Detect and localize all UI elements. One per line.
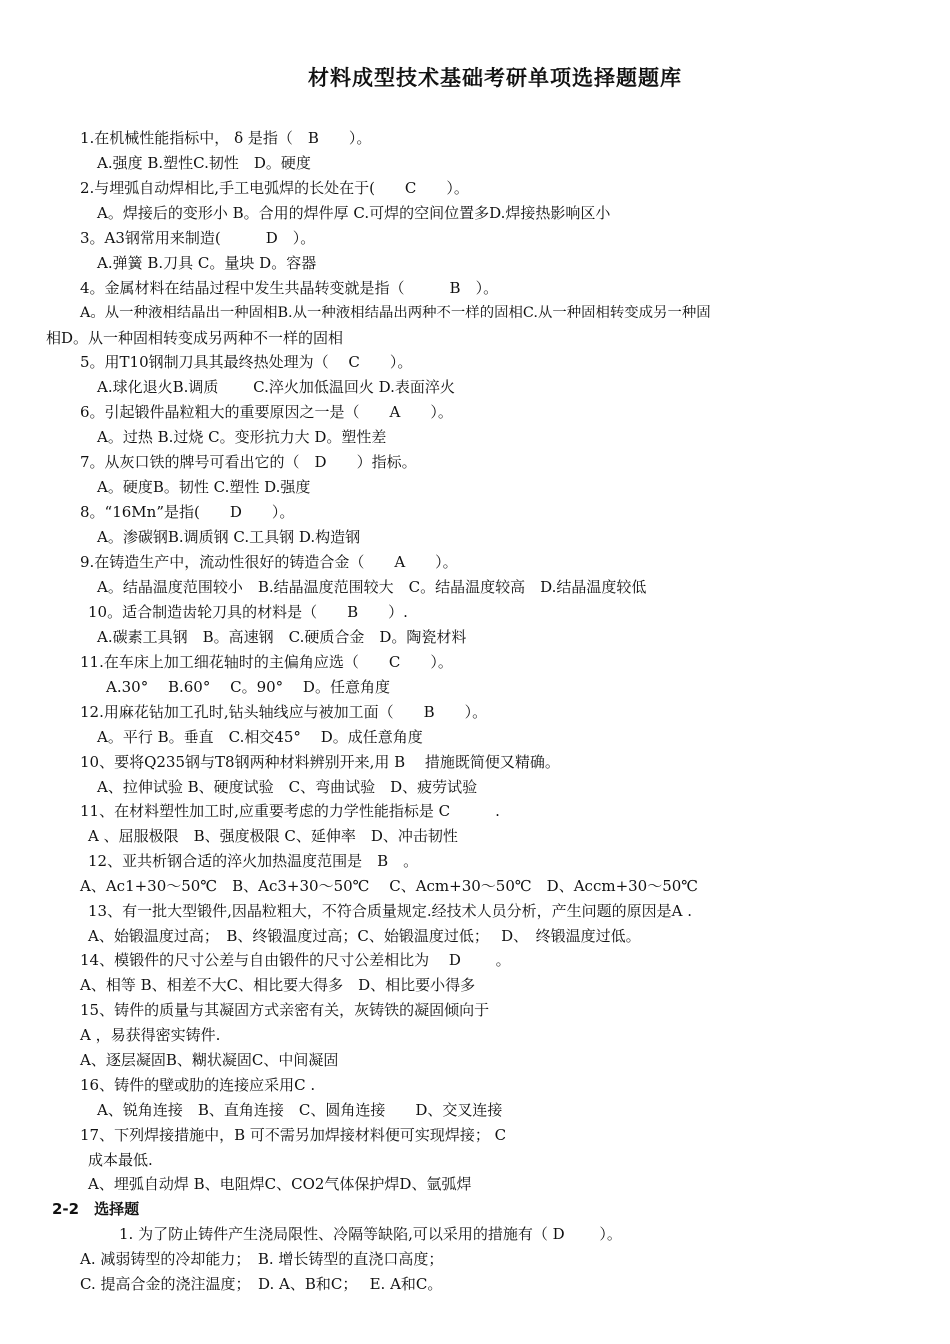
text-line: 11.在车床上加工细花轴时的主偏角应选（ C ）。: [80, 653, 453, 671]
text-line: A。平行 B。垂直 C.相交45° D。成任意角度: [97, 728, 423, 746]
text-line: A ，易获得密实铸件.: [80, 1026, 221, 1044]
text-line: 5。用T10钢制刀具其最终热处理为（ C ）。: [80, 353, 413, 371]
document-title: 材料成型技术基础考研单项选择题题库: [308, 66, 682, 90]
text-line: 14、模锻件的尺寸公差与自由锻件的尺寸公差相比为 D 。: [80, 951, 511, 969]
text-line: 成本最低.: [88, 1151, 153, 1169]
text-line: A、Ac1+30～50℃ B、Ac3+30～50℃ C、Acm+30～50℃ D、Accm+30～50℃: [80, 877, 699, 895]
text-line: C. 提高合金的浇注温度； D. A、B和C； E. A和C。: [80, 1275, 443, 1293]
text-line: 1. 为了防止铸件产生浇局限性、冷隔等缺陷,可以采用的措施有（ D ）。: [119, 1225, 622, 1243]
text-line: A 、屈服极限 B、强度极限 C、延伸率 D、冲击韧性: [88, 827, 458, 845]
text-line: A.球化退火B.调质 C.淬火加低温回火 D.表面淬火: [97, 378, 455, 396]
text-line: 10、要将Q235钢与T8钢两种材料辨别开来,用 B 措施既简便又精确。: [80, 753, 560, 771]
text-line: A。渗碳钢B.调质钢 C.工具钢 D.构造钢: [97, 528, 361, 546]
text-line: 15、铸件的质量与其凝固方式亲密有关，灰铸铁的凝固倾向于: [80, 1001, 490, 1019]
text-line: A、逐层凝固B、糊状凝固C、中间凝固: [80, 1051, 339, 1069]
text-line: A、锐角连接 B、直角连接 C、圆角连接 D、交叉连接: [97, 1101, 503, 1119]
text-line: 6。引起锻件晶粒粗大的重要原因之一是（ A ）。: [80, 403, 453, 421]
text-line: 7。从灰口铁的牌号可看出它的（ D ）指标。: [80, 453, 417, 471]
text-line: 13、有一批大型锻件,因晶粒粗大，不符合质量规定.经技术人员分析，产生问题的原因是A .: [88, 902, 692, 920]
text-line: A、拉伸试验 B、硬度试验 C、弯曲试验 D、疲劳试验: [97, 778, 478, 796]
text-line: 17、下列焊接措施中，B 可不需另加焊接材料便可实现焊接； C: [80, 1126, 507, 1144]
text-line: 9.在铸造生产中，流动性很好的铸造合金（ A ）。: [80, 553, 458, 571]
text-line: 8。“16Mn”是指( D ）。: [80, 503, 295, 521]
text-line: 相D。从一种固相转变成另两种不一样的固相: [46, 329, 344, 347]
text-line: A、埋弧自动焊 B、电阻焊C、CO2气体保护焊D、氩弧焊: [88, 1175, 472, 1193]
text-line: A.30° B.60° C。90° D。任意角度: [106, 678, 390, 696]
text-line: A、始锻温度过高； B、终锻温度过高；C、始锻温度过低； D、 终锻温度过低。: [88, 927, 641, 945]
text-line: A.强度 B.塑性C.韧性 D。硬度: [97, 154, 311, 172]
text-line: 2.与埋弧自动焊相比,手工电弧焊的长处在于( C ）。: [80, 179, 469, 197]
text-line: A。从一种液相结晶出一种固相B.从一种液相结晶出两种不一样的固相C.从一种固相转变成另一种固: [80, 305, 711, 321]
text-line: 4。金属材料在结晶过程中发生共晶转变就是指（ B ）。: [80, 279, 499, 297]
section-heading: 2-2 选择题: [52, 1200, 140, 1218]
text-line: A。硬度B。韧性 C.塑性 D.强度: [97, 478, 311, 496]
text-line: 10。适合制造齿轮刀具的材料是（ B ）.: [88, 603, 408, 621]
text-line: A。焊接后的变形小 B。合用的焊件厚 C.可焊的空间位置多D.焊接热影响区小: [97, 204, 611, 222]
text-line: 12、亚共析钢合适的淬火加热温度范围是 B 。: [88, 852, 419, 870]
text-line: A。过热 B.过烧 C。变形抗力大 D。塑性差: [97, 428, 387, 446]
text-line: A.弹簧 B.刀具 C。量块 D。容器: [97, 254, 317, 272]
text-line: A、相等 B、相差不大C、相比要大得多 D、相比要小得多: [80, 976, 476, 994]
text-line: 11、在材料塑性加工时,应重要考虑的力学性能指标是 C .: [80, 802, 500, 820]
text-line: 12.用麻花钻加工孔时,钻头轴线应与被加工面（ B ）。: [80, 703, 488, 721]
text-line: A.碳素工具钢 B。高速钢 C.硬质合金 D。陶瓷材料: [97, 628, 467, 646]
text-line: 3。A3钢常用来制造( D ）。: [80, 229, 316, 247]
text-line: 1.在机械性能指标中， δ 是指（ B ）。: [80, 129, 372, 147]
text-line: 16、铸件的壁或肋的连接应采用C .: [80, 1076, 316, 1094]
text-line: A. 减弱铸型的冷却能力； B. 增长铸型的直浇口高度；: [80, 1250, 444, 1268]
text-line: A。结晶温度范围较小 B.结晶温度范围较大 C。结晶温度较高 D.结晶温度较低: [97, 578, 647, 596]
